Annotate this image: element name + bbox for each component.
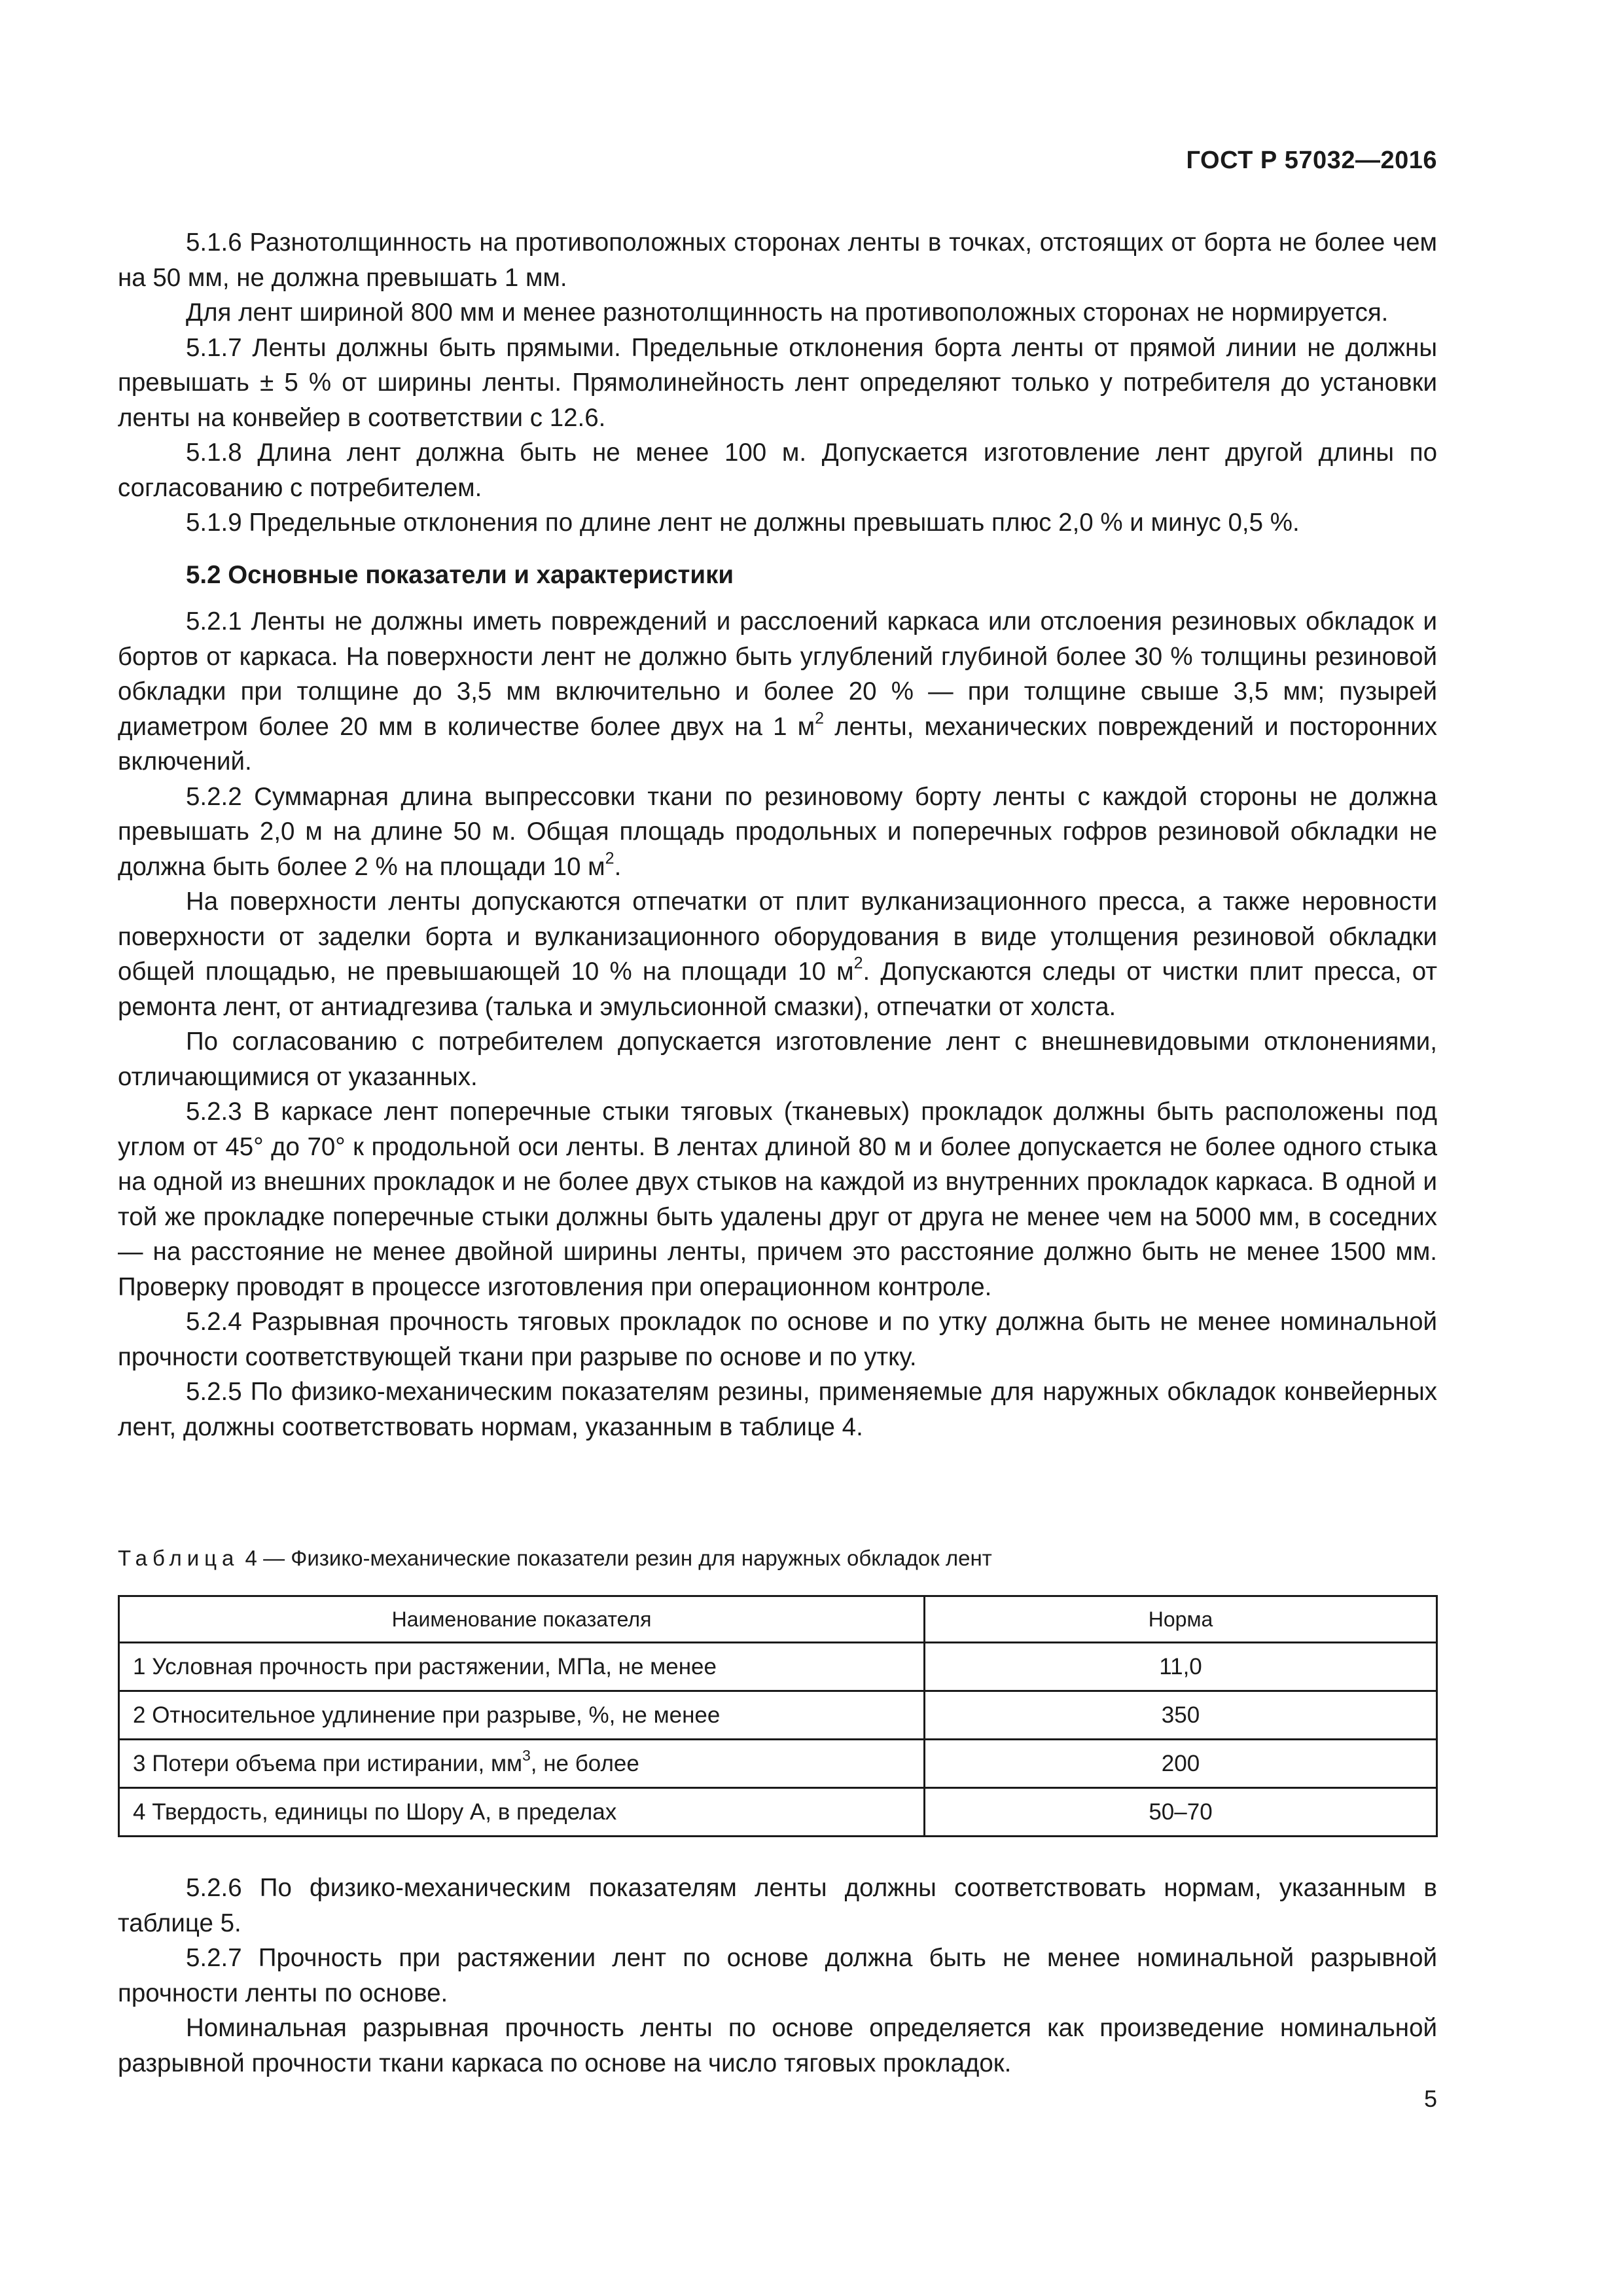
paragraph-5-2-1-tail: ленты, механических повреждений и посторонних включений. xyxy=(118,712,1438,776)
paragraph-5-2-4: 5.2.4 Разрывная прочность тяговых прокладок по основе и по утку должна быть не менее номинальной прочности соответствующей ткани при разрыве по основе и по утку. xyxy=(118,1308,1437,1371)
paragraph-5-2-2-agreement: По согласованию с потребителем допускается изготовление лент с внешневидовыми отклонениями, отличающимися от указанных. xyxy=(118,1028,1437,1091)
document-body xyxy=(118,225,1437,1444)
document-body-continued xyxy=(118,1871,1437,2081)
paragraph-5-2-1-text: 5.2.1 Ленты не должны иметь повреждений и расслоений каркаса или отслоения резиновых обкладок и бортов от каркаса. На поверхности лент не должно быть углублений глубиной более 30 % толщины резиновой обкладки при толщине до 3,5 мм включительно и более 20 % — при толщине свыше 3,5 мм; пузырей диаметром более 20 мм в количестве более двух на 1 м xyxy=(118,607,1437,741)
table-row xyxy=(119,1643,1437,1691)
row-indicator-tail: , не более xyxy=(530,1750,639,1776)
row-indicator-name: 2 Относительное удлинение при разрыве, %, не менее xyxy=(119,1691,925,1740)
row-indicator-name xyxy=(119,1740,925,1788)
table-row xyxy=(119,1788,1437,1837)
paragraph-5-2-2-surface-text: На поверхности ленты допускаются отпечатки от плит вулканизационного пресса, а также неровности поверхности от заделки борта и вулканизационного оборудования в виде утолщения резиновой обкладки общей площадью, не превышающей 10 % на площади 10 м xyxy=(118,888,1437,986)
paragraph-5-2-7: 5.2.7 Прочность при растяжении лент по основе должна быть не менее номинальной разрывной прочности ленты по основе. xyxy=(118,1944,1437,2007)
row-norm-value: 11,0 xyxy=(925,1643,1437,1691)
superscript-2: 2 xyxy=(605,848,615,867)
superscript-2: 2 xyxy=(853,954,863,973)
table-row xyxy=(119,1740,1437,1788)
row-indicator-name: 4 Твердость, единицы по Шору А, в пределах xyxy=(119,1788,925,1837)
paragraph-5-2-2-tail: . xyxy=(614,852,622,881)
paragraph-5-2-6: 5.2.6 По физико-механическим показателям ленты должны соответствовать нормам, указанным в таблице 5. xyxy=(118,1874,1437,1937)
table-row xyxy=(119,1691,1437,1740)
paragraph-5-2-3: 5.2.3 В каркасе лент поперечные стыки тяговых (тканевых) прокладок должны быть расположены под углом от 45° до 70° к продольной оси ленты. В лентах длиной 80 м и более допускается не более одного стыка на одной из внешних прокладок и не более двух стыков на каждой из внутренних прокладок каркаса. В одной и той же прокладке поперечные стыки должны быть удалены друг от друга не менее чем на 5000 мм, в соседних — на расстояние не менее двойной ширины ленты, причем это расстояние должно быть не менее 1500 мм. Проверку проводят в процессе изготовления при операционном контроле. xyxy=(118,1098,1437,1301)
paragraph-5-2-5: 5.2.5 По физико-механическим показателям резины, применяемые для наружных обкладок конвейерных лент, должны соответствовать нормам, указанным в таблице 4. xyxy=(118,1378,1437,1441)
paragraph-5-1-9: 5.1.9 Предельные отклонения по длине лент не должны превышать плюс 2,0 % и минус 0,5 %. xyxy=(186,509,1300,537)
table-header-row xyxy=(119,1596,1437,1643)
paragraph-5-2-1 xyxy=(118,604,1437,780)
row-norm-value: 50–70 xyxy=(925,1788,1437,1837)
header-indicator-name: Наименование показателя xyxy=(119,1596,925,1643)
header-norm: Норма xyxy=(925,1596,1437,1643)
paragraph-5-1-8: 5.1.8 Длина лент должна быть не менее 100 м. Допускается изготовление лент другой длины по согласованию с потребителем. xyxy=(118,439,1437,502)
table-caption-text: 4 — Физико-механические показатели резин для наружных обкладок лент xyxy=(239,1546,992,1570)
page-number: 5 xyxy=(1423,2085,1437,2112)
paragraph-5-1-6-note: Для лент шириной 800 мм и менее разнотолщинность на противоположных сторонах не нормируется. xyxy=(186,298,1389,327)
row-norm-value: 350 xyxy=(925,1691,1437,1740)
row-indicator-text: 3 Потери объема при истирании, мм xyxy=(133,1750,523,1776)
superscript-2: 2 xyxy=(815,708,825,727)
row-indicator-name: 1 Условная прочность при растяжении, МПа, не менее xyxy=(119,1643,925,1691)
paragraph-5-2-2-surface-tail: . Допускаются следы от чистки плит пресса, от ремонта лент, от антиадгезива (талька и эмульсионной смазки), отпечатки от холста. xyxy=(118,958,1437,1021)
section-heading-5-2: 5.2 Основные показатели и характеристики xyxy=(186,560,734,589)
paragraph-5-2-2 xyxy=(118,780,1437,885)
paragraph-5-2-2-text: 5.2.2 Суммарная длина выпрессовки ткани по резиновому борту ленты с каждой стороны не должна превышать 2,0 м на длине 50 м. Общая площадь продольных и поперечных гофров резиновой обкладки не должна быть более 2 % на площади 10 м xyxy=(118,782,1437,881)
paragraph-5-2-2-surface xyxy=(118,884,1437,1024)
table-4-caption xyxy=(118,1546,992,1571)
document-code-header: ГОСТ Р 57032—2016 xyxy=(1186,147,1437,174)
table-caption-label: Таблица xyxy=(118,1546,240,1570)
row-norm-value: 200 xyxy=(925,1740,1437,1788)
paragraph-5-1-7: 5.1.7 Ленты должны быть прямыми. Предельные отклонения борта ленты от прямой линии не должны превышать ± 5 % от ширины ленты. Прямолинейность лент определяют только у потребителя до установки ленты на конвейер в соответствии с 12.6. xyxy=(118,333,1437,432)
superscript-3: 3 xyxy=(522,1746,531,1764)
paragraph-5-1-6: 5.1.6 Разнотолщинность на противоположных сторонах ленты в точках, отстоящих от борта не более чем на 50 мм, не должна превышать 1 мм. xyxy=(118,228,1437,292)
table-4 xyxy=(118,1595,1438,1837)
paragraph-5-2-7-definition: Номинальная разрывная прочность ленты по основе определяется как произведение номинальной разрывной прочности ткани каркаса по основе на число тяговых прокладок. xyxy=(118,2014,1437,2077)
